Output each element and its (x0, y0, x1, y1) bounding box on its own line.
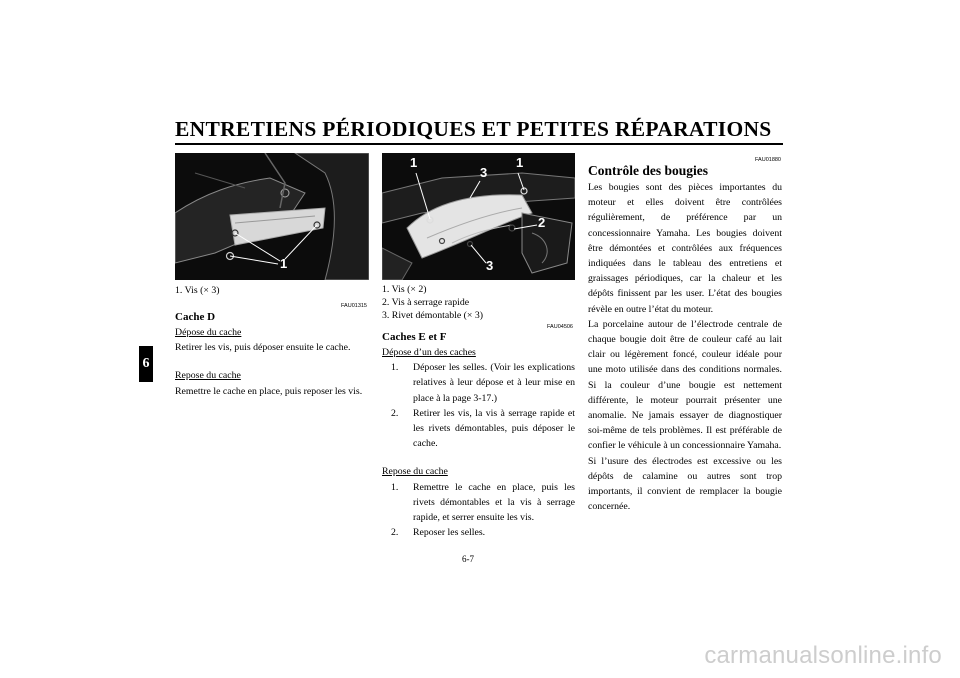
page-number: 6-7 (462, 554, 474, 564)
callout-3b: 3 (486, 258, 494, 273)
list-item (391, 525, 575, 540)
section-heading: Caches E et F (382, 331, 447, 343)
list-item (391, 480, 575, 526)
paragraph: La porcelaine autour de l’électrode centrale de chaque bougie doit être de couleur café au lait clair ou légèrement foncé, couleur idéale pour une moto utilisée dans des conditions normales. Si la couleur d’une bougie est nettement différente, le moteur pourrait présenter une anomalie. Ne jamais essayer de diagnostiquer soi-même de tels problèmes. Il est préférable de confier le véhicule à un concessionnaire Yamaha. (588, 318, 782, 452)
removal-text: Retirer les vis, puis déposer ensuite le cache. (175, 342, 351, 354)
section-code: FAU01880 (755, 157, 781, 163)
step-number: 2. (391, 527, 399, 539)
col3-content (588, 162, 782, 514)
caption-line: 3. Rivet démontable (× 3) (382, 310, 484, 321)
callout-3a: 3 (480, 165, 488, 180)
installation-steps (382, 480, 575, 541)
subheading-removal: Dépose du cache (175, 327, 242, 338)
caption-line: 2. Vis à serrage rapide (382, 297, 470, 308)
col1-content (175, 310, 369, 399)
step-number: 1. (391, 481, 399, 493)
callout-1a: 1 (410, 155, 418, 170)
paragraph: Si l’usure des électrodes est excessive ou les dépôts de calamine ou autres sont trop importants, il convient de remplacer la bougie concernée. (588, 455, 782, 513)
step-text: Retirer les vis, la vis à serrage rapide et les rivets démontables, puis déposer le cache. (413, 407, 575, 450)
callout-1b: 1 (516, 155, 524, 170)
callout-2: 2 (538, 215, 546, 230)
spacer (382, 451, 575, 464)
section-heading: Cache D (175, 311, 216, 323)
list-item (391, 360, 575, 406)
spacer (175, 355, 369, 368)
paragraph: Les bougies sont des pièces importantes du moteur et elles doivent être contrôlées régulièrement, de préférence par un concessionnaire Yamaha. Les bougies doivent être démontées et contrôlées aux fréquences indiquées dans le tableau des entretiens et graissages périodiques, car la chaleur et les dépôts finissent par les user. L’état des bougies révèle en outre l’état du moteur. (588, 182, 782, 315)
motorcycle-cover-ef-illustration (382, 153, 575, 280)
section-code: FAU01315 (341, 303, 367, 309)
section-code: FAU04506 (547, 324, 573, 330)
callout-1: 1 (280, 256, 288, 271)
step-text: Remettre le cache en place, puis les rivets démontables et la vis à serrage rapide, et serrer ensuite les vis. (413, 481, 575, 524)
figure-caption (175, 283, 369, 298)
step-number: 2. (391, 407, 399, 419)
step-number: 1. (391, 362, 399, 374)
motorcycle-cover-d-illustration (175, 153, 369, 280)
list-item (391, 406, 575, 452)
col2-content (382, 330, 575, 540)
caption-line: 1. Vis (× 2) (382, 284, 427, 295)
removal-steps (382, 360, 575, 451)
figure-cache-d (175, 153, 369, 280)
step-text: Reposer les selles. (413, 527, 486, 539)
subheading-installation: Repose du cache (175, 370, 241, 382)
section-heading: Contrôle des bougies (588, 163, 709, 178)
subheading-installation: Repose du cache (382, 466, 448, 478)
installation-text: Remettre le cache en place, puis reposer les vis. (175, 385, 363, 397)
chapter-tab: 6 (139, 346, 153, 382)
subheading-removal: Dépose d’un des caches (382, 347, 476, 358)
page-title: ENTRETIENS PÉRIODIQUES ET PETITES RÉPARATIONS (175, 117, 772, 141)
caption-line: 1. Vis (× 3) (175, 285, 220, 296)
figure-cache-e-f (382, 153, 575, 280)
figure-caption-list (382, 283, 575, 322)
step-text: Déposer les selles. (Voir les explications relatives à leur dépose et à leur mise en place à la page 3-17.) (413, 362, 575, 404)
header-rule (175, 143, 783, 145)
watermark: carmanualsonline.info (704, 642, 942, 669)
